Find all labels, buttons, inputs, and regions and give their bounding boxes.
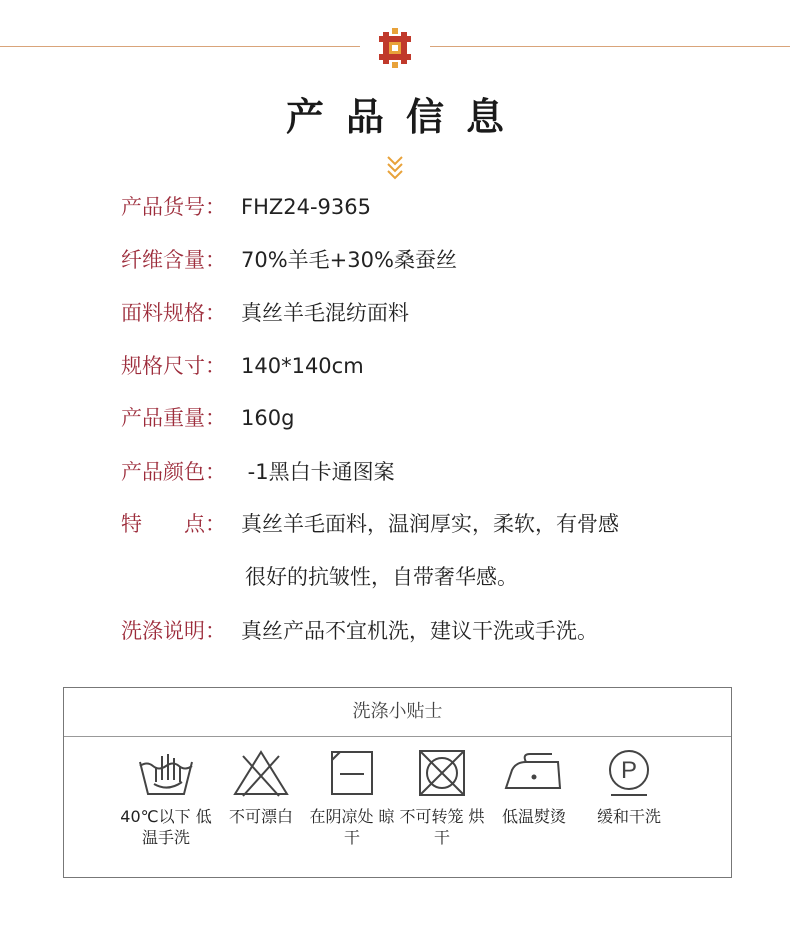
hand-wash-icon <box>134 748 198 798</box>
info-value: -1黑白卡通图案 <box>241 460 395 484</box>
wash-tips-box <box>63 687 732 878</box>
info-row-item-no <box>121 193 371 221</box>
wash-caption: 缓和干洗 <box>596 807 661 826</box>
info-value: 140*140cm <box>241 354 364 378</box>
low-iron-icon <box>502 748 566 798</box>
info-value: 160g <box>241 406 295 430</box>
info-features-continuation: 很好的抗皱性，自带奢华感。 <box>245 565 518 589</box>
wash-item-low-iron <box>489 748 579 827</box>
info-row-weight <box>121 404 294 432</box>
svg-text:P: P <box>620 757 638 784</box>
info-row-fabric <box>121 299 409 327</box>
info-row-color <box>121 458 395 486</box>
wash-caption: 不可转笼 烘干 <box>399 807 485 847</box>
no-tumble-dry-icon <box>410 748 474 798</box>
info-label: 面料规格： <box>121 301 226 325</box>
wash-tips-title: 洗涤小贴士 <box>64 688 731 737</box>
page-title: 产品信息 <box>285 95 526 139</box>
dry-clean-p-icon <box>597 748 661 798</box>
dry-in-shade-icon <box>320 748 384 798</box>
info-label: 产品重量： <box>121 406 226 430</box>
info-row-features <box>121 510 619 538</box>
wash-caption: 低温熨烫 <box>501 807 566 826</box>
info-value: 真丝羊毛混纺面料 <box>241 301 409 325</box>
info-label: 规格尺寸： <box>121 354 226 378</box>
info-value: FHZ24-9365 <box>241 195 371 219</box>
wash-item-no-bleach <box>216 748 306 827</box>
info-label: 特 点： <box>121 512 226 536</box>
info-row-size <box>121 352 364 380</box>
info-label: 洗涤说明： <box>121 619 226 643</box>
wash-caption: 40℃以下 低温手洗 <box>120 807 212 847</box>
info-row-fiber <box>121 246 457 274</box>
info-label: 产品货号： <box>121 195 226 219</box>
chevron-down-icon <box>385 154 405 180</box>
info-value: 70%羊毛+30%桑蚕丝 <box>241 248 457 272</box>
info-row-care <box>121 617 598 645</box>
info-value: 真丝产品不宜机洗，建议干洗或手洗。 <box>241 619 598 643</box>
wash-caption: 不可漂白 <box>228 807 293 826</box>
wash-item-dry-shade <box>307 748 397 848</box>
header-divider-left <box>0 46 360 47</box>
info-label: 产品颜色： <box>121 460 226 484</box>
brand-knot-logo-icon <box>375 28 415 68</box>
header-divider-right <box>430 46 790 47</box>
wash-item-hand-wash <box>121 748 211 848</box>
info-value: 真丝羊毛面料，温润厚实，柔软，有骨感 <box>241 512 619 536</box>
wash-item-dry-clean <box>584 748 674 827</box>
info-label: 纤维含量： <box>121 248 226 272</box>
wash-item-no-tumble <box>397 748 487 848</box>
wash-caption: 在阴凉处 晾干 <box>309 807 395 847</box>
no-bleach-icon <box>229 748 293 798</box>
